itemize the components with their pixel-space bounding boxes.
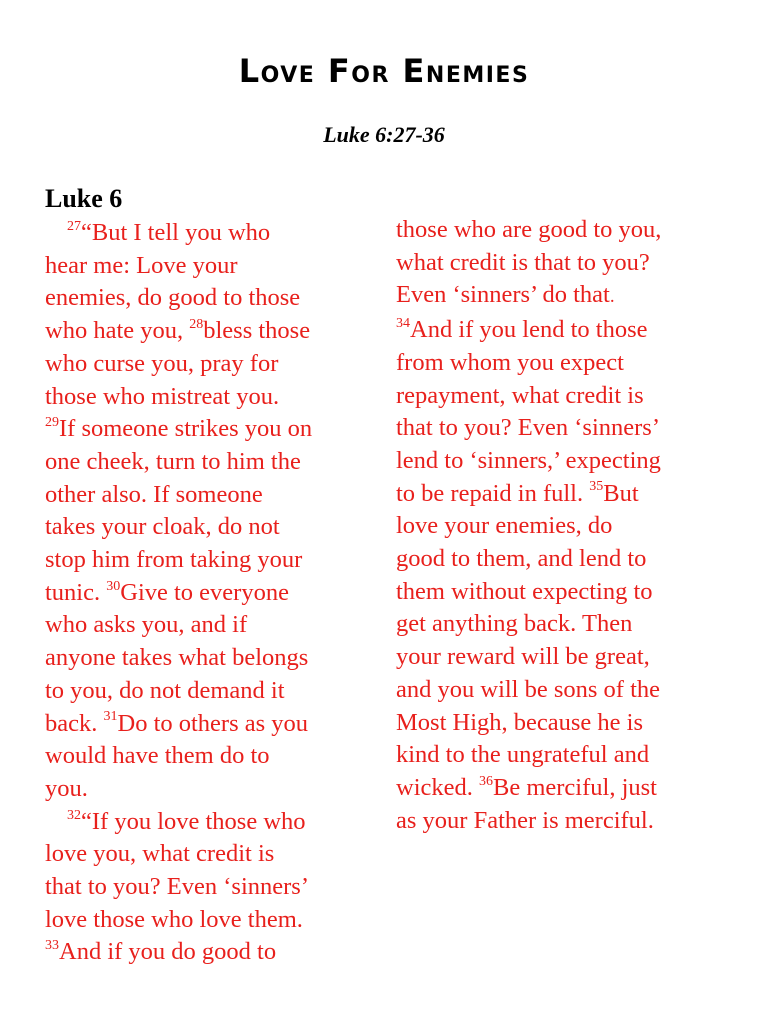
verse-line <box>45 577 365 610</box>
verse-number: 27 <box>67 218 81 234</box>
verse-text: to be repaid in full. <box>396 479 590 507</box>
verse-line <box>45 806 365 839</box>
verse-number: 28 <box>189 316 204 332</box>
verse-text: back. <box>45 709 104 737</box>
verse-line <box>45 413 365 446</box>
verse-text: them without expecting to <box>396 577 653 605</box>
verse-text: would have them do to <box>45 742 270 770</box>
verse-text: enemies, do good to those <box>45 284 301 312</box>
verse-line <box>45 904 365 937</box>
verse-text: your reward will be great, <box>396 643 650 671</box>
verse-text: love you, what credit is <box>45 840 275 868</box>
verse-text: who asks you, and if <box>45 611 248 639</box>
verse-line <box>396 510 716 543</box>
verse-line <box>396 314 716 347</box>
verse-text: takes your cloak, do not <box>45 513 280 541</box>
verse-text: who hate you, <box>45 317 190 345</box>
verse-text: who curse you, pray for <box>45 349 279 377</box>
verse-line <box>45 282 365 315</box>
verse-line <box>396 641 716 674</box>
verse-text: to you, do not demand it <box>45 676 285 704</box>
verse-text: hear me: Love your <box>45 251 238 279</box>
verse-line <box>45 381 365 414</box>
verse-number: 31 <box>103 709 118 725</box>
verse-line <box>45 642 365 675</box>
page-title: Love For Enemies <box>238 52 530 90</box>
left-text-column <box>45 217 365 969</box>
verse-line <box>45 740 365 773</box>
verse-line <box>396 347 716 380</box>
verse-line <box>45 675 365 708</box>
verse-text: and you will be sons of the <box>396 675 661 703</box>
verse-number: 36 <box>479 773 493 789</box>
verse-text: that to you? Even ‘sinners’ <box>45 873 309 901</box>
verse-text: . <box>609 286 615 308</box>
verse-line <box>396 576 716 609</box>
verse-text: “If you love those who <box>81 807 306 835</box>
verse-line <box>45 773 365 806</box>
chapter-heading: Luke 6 <box>45 184 123 213</box>
verse-line <box>396 247 716 280</box>
verse-text: kind to the ungrateful and <box>396 741 650 769</box>
verse-line <box>45 479 365 512</box>
verse-number: 29 <box>45 415 59 431</box>
verse-text: wicked. <box>396 773 479 801</box>
verse-text: If someone strikes you on <box>59 415 313 443</box>
verse-line <box>45 315 365 348</box>
right-text-column <box>396 214 716 837</box>
verse-line <box>45 511 365 544</box>
verse-line <box>45 838 365 871</box>
verse-text: Do to others as you <box>117 709 309 737</box>
verse-number: 32 <box>67 807 81 823</box>
verse-text: those who are good to you, <box>396 216 662 243</box>
verse-line <box>396 279 716 314</box>
verse-text: what credit is that to you? <box>396 248 650 276</box>
verse-line <box>396 543 716 576</box>
verse-line <box>396 478 716 511</box>
verse-text: Most High, because he is <box>396 708 643 736</box>
verse-text: get anything back. Then <box>396 610 633 638</box>
verse-text: Even ‘sinners’ do that <box>396 281 610 309</box>
verse-line <box>396 214 716 247</box>
verse-text: And if you do good to <box>59 938 277 966</box>
verse-number: 35 <box>589 479 604 495</box>
verse-text: anyone takes what belongs <box>45 644 309 672</box>
verse-text: you. <box>45 774 88 802</box>
verse-line <box>45 250 365 283</box>
verse-text: as your Father is merciful. <box>396 806 654 834</box>
verse-line <box>45 871 365 904</box>
verse-text: Give to everyone <box>120 578 289 606</box>
verse-text: bless those <box>203 317 311 345</box>
verse-number: 33 <box>45 938 59 954</box>
verse-line <box>45 348 365 381</box>
verse-text: But <box>603 479 639 507</box>
verse-line <box>396 674 716 707</box>
verse-line <box>396 805 716 838</box>
verse-text: other also. If someone <box>45 480 263 508</box>
verse-text: good to them, and lend to <box>396 545 647 573</box>
verse-text: from whom you expect <box>396 348 624 376</box>
verse-line <box>45 609 365 642</box>
verse-line <box>45 446 365 479</box>
verse-line <box>45 544 365 577</box>
scripture-reference: Luke 6:27-36 <box>323 122 445 147</box>
verse-line <box>45 217 365 250</box>
verse-line <box>396 608 716 641</box>
verse-number: 34 <box>396 315 410 331</box>
verse-line <box>396 412 716 445</box>
verse-line <box>45 936 365 969</box>
verse-text: love your enemies, do <box>396 512 613 540</box>
verse-text: repayment, what credit is <box>396 381 644 409</box>
verse-text: that to you? Even ‘sinners’ <box>396 414 660 442</box>
verse-line <box>396 707 716 740</box>
verse-line <box>396 380 716 413</box>
verse-text: lend to ‘sinners,’ expecting <box>396 446 661 474</box>
verse-line <box>396 739 716 772</box>
verse-line <box>396 445 716 478</box>
verse-text: those who mistreat you. <box>45 382 280 410</box>
verse-number: 30 <box>106 578 121 594</box>
verse-text: And if you lend to those <box>410 316 648 344</box>
verse-line <box>396 772 716 805</box>
verse-text: “But I tell you who <box>81 219 271 246</box>
verse-text: love those who love them. <box>45 905 303 933</box>
verse-text: one cheek, turn to him the <box>45 447 301 475</box>
verse-text: tunic. <box>45 578 107 606</box>
verse-text: stop him from taking your <box>45 546 303 574</box>
verse-line <box>45 708 365 741</box>
verse-text: Be merciful, just <box>493 773 657 801</box>
